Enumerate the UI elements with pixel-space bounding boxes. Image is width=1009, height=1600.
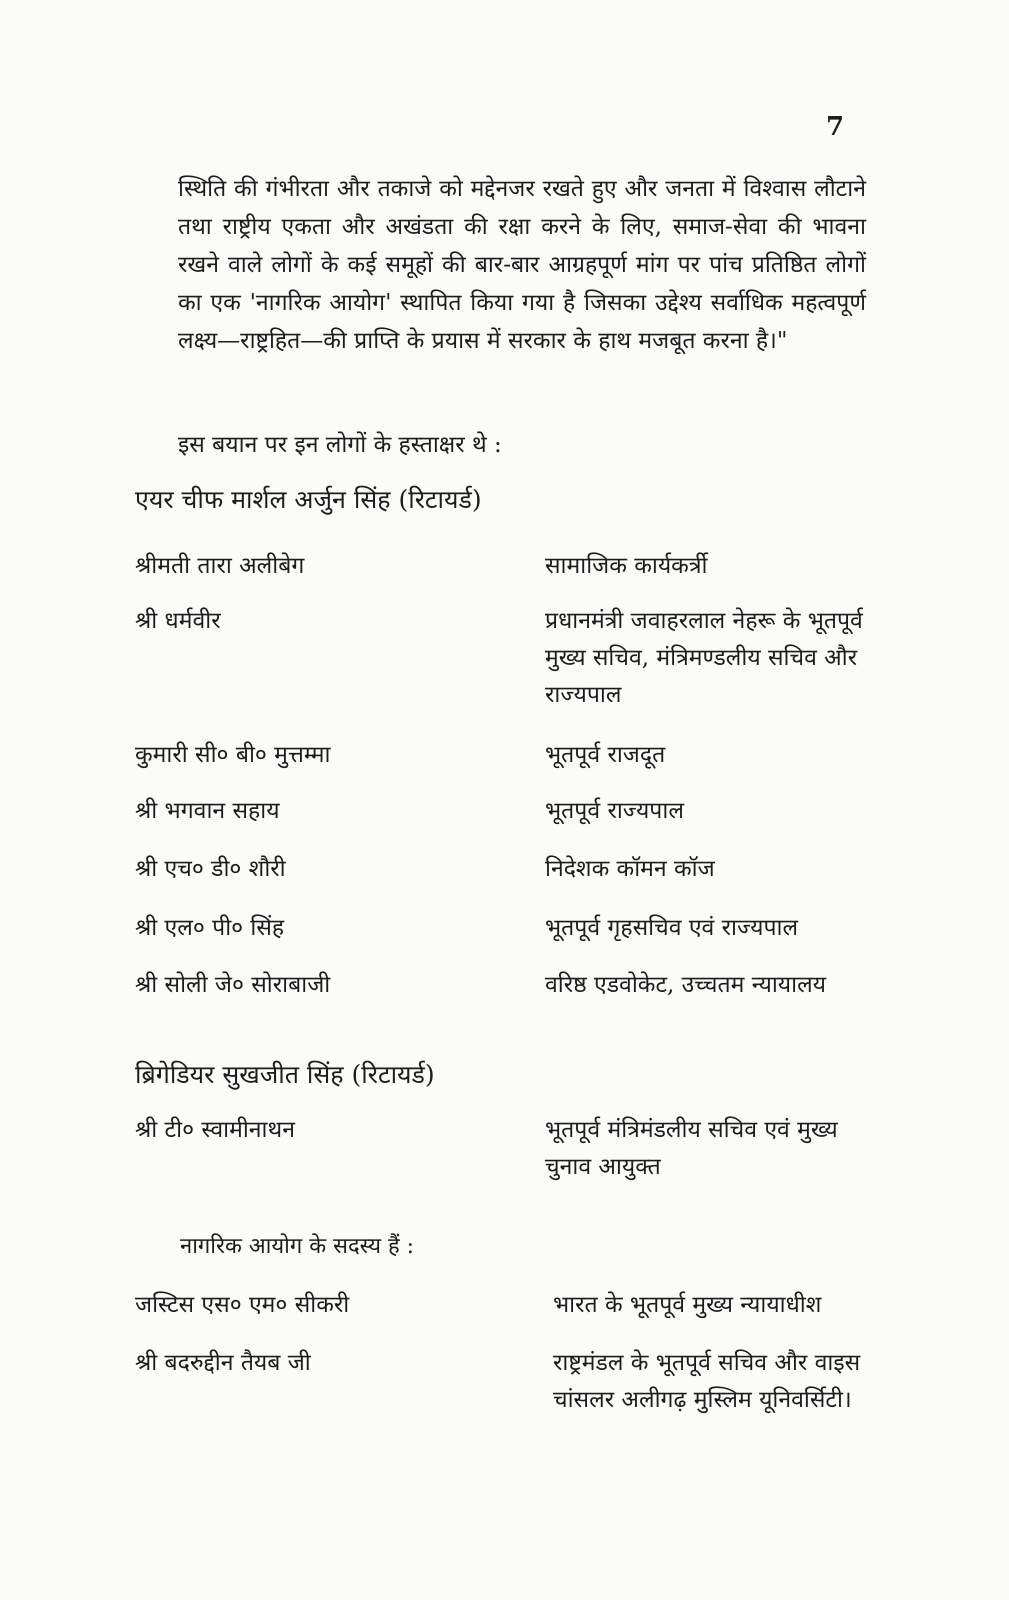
quote-paragraph: स्थिति की गंभीरता और तकाजे को मद्देनजर रखते हुए और जनता में विश्वास लौटाने तथा राष्ट्रीय एकता और अखंडता की रक्षा करने के लिए, समाज-सेवा की भावना रखने वाले लोगों के कई समूहों की बार-बार आग्रहपूर्ण मांग पर पांच प्रतिष्ठित लोगों का एक 'नागरिक आयोग' स्थापित किया गया है जिसका उद्देश्य सर्वाधिक महत्वपूर्ण लक्ष्य—राष्ट्रहित—की प्राप्ति के प्रयास में सरकार के हाथ मजबूत करना है।" bbox=[178, 176, 866, 354]
signatory-name: श्री टी० स्वामीनाथन bbox=[135, 1117, 295, 1143]
signatories-intro: इस बयान पर इन लोगों के हस्ताक्षर थे : bbox=[178, 432, 502, 458]
member-desc: राष्ट्रमंडल के भूतपूर्व सचिव और वाइस चांसलर अलीगढ़ मुस्लिम यूनिवर्सिटी। bbox=[553, 1350, 861, 1413]
first-signatory: एयर चीफ मार्शल अर्जुन सिंह (रिटायर्ड) bbox=[135, 485, 482, 514]
signatory-name: श्री एच० डी० शौरी bbox=[135, 856, 286, 882]
signatory-desc: भूतपूर्व राजदूत bbox=[545, 742, 666, 768]
member-name: जस्टिस एस० एम० सीकरी bbox=[135, 1292, 350, 1318]
signatory-name: श्रीमती तारा अलीबेग bbox=[135, 553, 305, 579]
signatory-desc: निदेशक कॉमन कॉज bbox=[545, 856, 715, 882]
signatory-name: श्री सोली जे० सोराबाजी bbox=[135, 972, 331, 998]
signatory-desc: सामाजिक कार्यकर्त्री bbox=[545, 553, 708, 579]
signatory-desc: भूतपूर्व राज्यपाल bbox=[545, 798, 684, 824]
signatory-name: श्री भगवान सहाय bbox=[135, 798, 280, 824]
brigadier-signatory: ब्रिगेडियर सुखजीत सिंह (रिटायर्ड) bbox=[135, 1060, 435, 1089]
signatory-desc: भूतपूर्व गृहसचिव एवं राज्यपाल bbox=[545, 915, 799, 941]
signatory-desc: भूतपूर्व मंत्रिमंडलीय सचिव एवं मुख्य चुनाव आयुक्त bbox=[545, 1117, 838, 1180]
signatory-name: कुमारी सी० बी० मुत्तम्मा bbox=[135, 742, 331, 768]
page-number: 7 bbox=[826, 112, 845, 142]
members-intro: नागरिक आयोग के सदस्य हैं : bbox=[180, 1234, 415, 1259]
signatory-desc: प्रधानमंत्री जवाहरलाल नेहरू के भूतपूर्व मुख्य सचिव, मंत्रिमण्डलीय सचिव और राज्यपाल bbox=[545, 608, 863, 708]
member-desc: भारत के भूतपूर्व मुख्य न्यायाधीश bbox=[553, 1292, 822, 1318]
signatory-name: श्री एल० पी० सिंह bbox=[135, 915, 285, 941]
member-name: श्री बदरुद्दीन तैयब जी bbox=[135, 1350, 311, 1376]
signatory-desc: वरिष्ठ एडवोकेट, उच्चतम न्यायालय bbox=[545, 972, 827, 998]
signatory-name: श्री धर्मवीर bbox=[135, 608, 221, 634]
